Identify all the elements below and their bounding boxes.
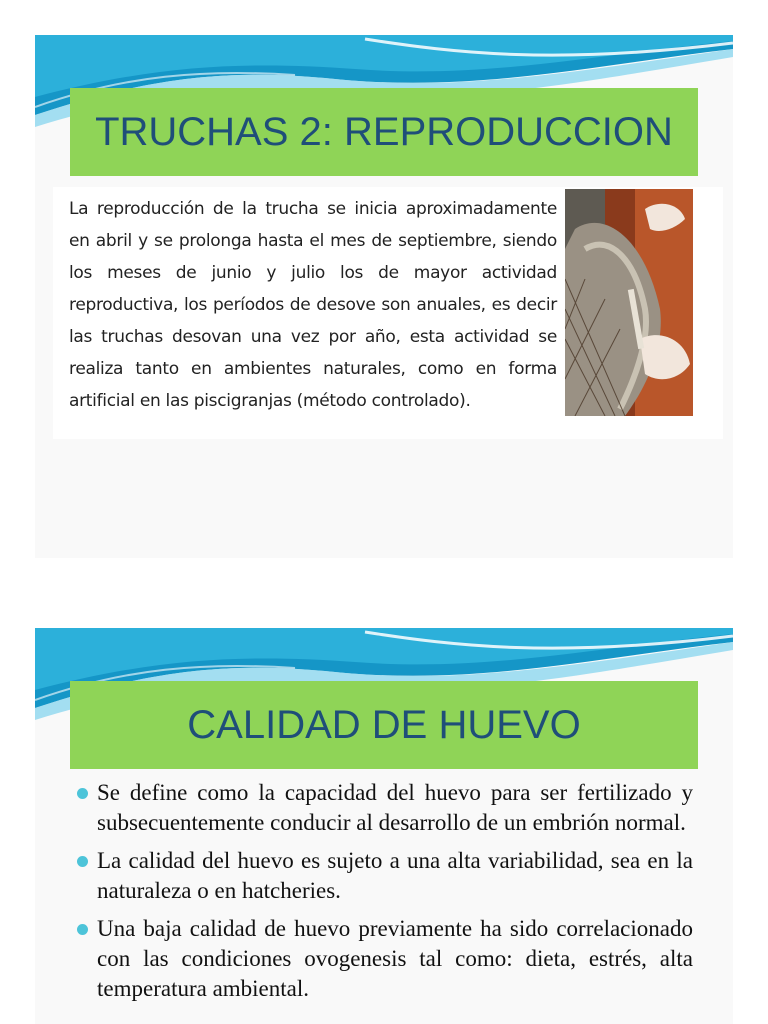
bullet-text: Se define como la capacidad del huevo para ser fertilizado y subsecuentemente conducir al desarrollo de un embrión normal. (97, 780, 693, 835)
bullet-text: La calidad del huevo es sujeto a una alta variabilidad, sea en la naturaleza o en hatcheries. (97, 848, 693, 903)
slide-title: TRUCHAS 2: REPRODUCCION (95, 109, 673, 154)
list-item (75, 846, 693, 906)
list-item (75, 914, 693, 1004)
slide-title: CALIDAD DE HUEVO (187, 702, 581, 747)
bullet-dot-icon (77, 788, 88, 799)
reproduction-paragraph: La reproducción de la trucha se inicia aproximadamente en abril y se prolonga hasta el mes de septiembre, siendo los meses de junio y julio los de mayor actividad reproductiva, los períodos de desove son anuales, es decir las truchas desovan una vez por año, esta actividad se realiza tanto en ambientes naturales, como en forma artificial en las piscigranjas (método controlado). (69, 199, 557, 411)
slide-calidad-huevo (35, 628, 733, 1024)
bullet-text: Una baja calidad de huevo previamente ha sido correlacionado con las condiciones ovogenesis tal como: dieta, estrés, alta temperatura ambiental. (97, 916, 693, 1001)
bullet-dot-icon (77, 924, 88, 935)
title-box (70, 88, 698, 176)
list-item (75, 778, 693, 838)
bullet-list (75, 778, 693, 1012)
text-panel (53, 187, 723, 439)
title-box (70, 681, 698, 769)
bullet-dot-icon (77, 856, 88, 867)
slide-reproduccion (35, 35, 733, 558)
trout-photo-icon (565, 189, 693, 416)
